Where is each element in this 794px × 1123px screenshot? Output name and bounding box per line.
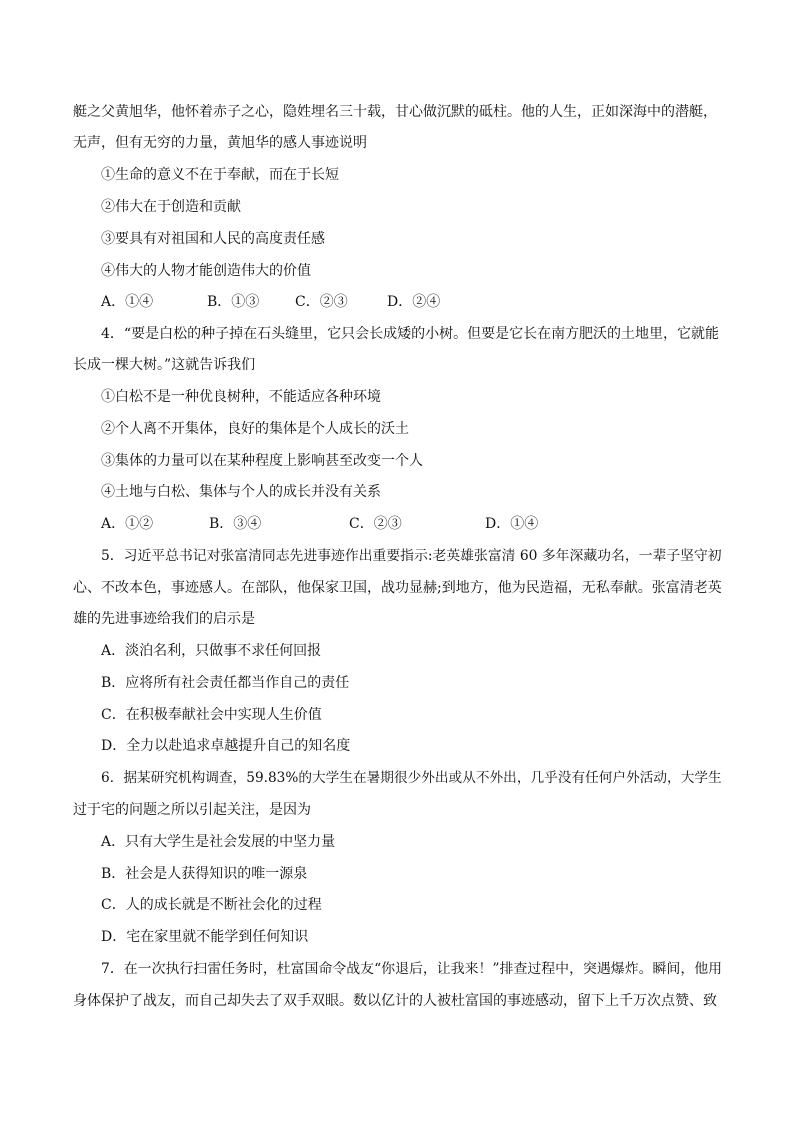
q3-option-b: B．①③ (207, 294, 260, 310)
q3-statement-2: ②伟大在于创造和贡献 (101, 199, 241, 215)
q6-stem-line-1: 6．据某研究机构调查，59.83%的大学生在暑期很少外出或从不外出，几乎没有任何户外活动，大学生 (101, 770, 722, 786)
q3-statement-3: ③要具有对祖国和人民的高度责任感 (101, 231, 325, 247)
q4-option-b: B．③④ (209, 516, 262, 532)
q4-stem-line-1: 4．“要是白松的种子掉在石头缝里，它只会长成矮的小树。但要是它长在南方肥沃的土地里，它就能 (101, 326, 720, 342)
q7-stem-line-2: 身体保护了战友，而自己却失去了双手双眼。数以亿计的人被杜富国的事迹感动，留下上千万次点赞、致 (73, 993, 717, 1009)
q3-options (101, 292, 440, 312)
q5-option-b: B．应将所有社会责任都当作自己的责任 (101, 675, 350, 691)
q4-option-a: A．①② (101, 516, 154, 532)
q5-option-a: A．淡泊名利，只做事不求任何回报 (101, 643, 322, 659)
q4-statement-1: ①白松不是一种优良树种，不能适应各种环境 (101, 389, 381, 405)
q6-option-c: C．人的成长就是不断社会化的过程 (101, 897, 322, 913)
q5-stem-line-2: 心、不改本色，事迹感人。在部队，他保家卫国，战功显赫;到地方，他为民造福，无私奉献。张富清老英 (73, 580, 722, 596)
q4-statement-2: ②个人离不开集体，良好的集体是个人成长的沃土 (101, 421, 409, 437)
q7-stem-line-1: 7．在一次执行扫雷任务时，杜富国命令战友“你退后，让我来！”排查过程中，突遇爆炸。瞬间，他用 (101, 961, 723, 977)
q4-options (101, 514, 538, 534)
q5-stem-line-3: 雄的先进事迹给我们的启示是 (73, 611, 255, 627)
q3-statement-4: ④伟大的人物才能创造伟大的价值 (101, 263, 311, 279)
q6-stem-line-2: 过于宅的问题之所以引起关注，是因为 (73, 802, 311, 818)
q3-option-c: C．②③ (295, 294, 348, 310)
q6-option-d: D．宅在家里就不能学到任何知识 (101, 929, 309, 945)
q3-statement-1: ①生命的意义不在于奉献，而在于长短 (101, 167, 339, 183)
q4-statement-3: ③集体的力量可以在某种程度上影响甚至改变一个人 (101, 453, 423, 469)
q4-option-c: C．②③ (349, 516, 402, 532)
q5-option-c: C．在积极奉献社会中实现人生价值 (101, 707, 322, 723)
q3-option-d: D．②④ (387, 294, 441, 310)
q3-stem-line-2: 无声，但有无穷的力量，黄旭华的感人事迹说明 (73, 135, 367, 151)
q3-stem-line-1: 艇之父黄旭华，他怀着赤子之心，隐姓埋名三十载，甘心做沉默的砥柱。他的人生，正如深海中的潜艇， (73, 104, 717, 120)
q3-option-a: A．①④ (101, 294, 154, 310)
q5-stem-line-1: 5．习近平总书记对张富清同志先进事迹作出重要指示:老英雄张富清 60 多年深藏功名，一辈子坚守初 (101, 548, 722, 564)
q4-statement-4: ④土地与白松、集体与个人的成长并没有关系 (101, 484, 381, 500)
q6-option-b: B．社会是人获得知识的唯一源泉 (101, 866, 308, 882)
q4-option-d: D．①④ (485, 516, 539, 532)
q6-option-a: A．只有大学生是社会发展的中坚力量 (101, 834, 336, 850)
q4-stem-line-2: 长成一棵大树。”这就告诉我们 (73, 357, 256, 373)
q5-option-d: D．全力以赴追求卓越提升自己的知名度 (101, 738, 351, 754)
